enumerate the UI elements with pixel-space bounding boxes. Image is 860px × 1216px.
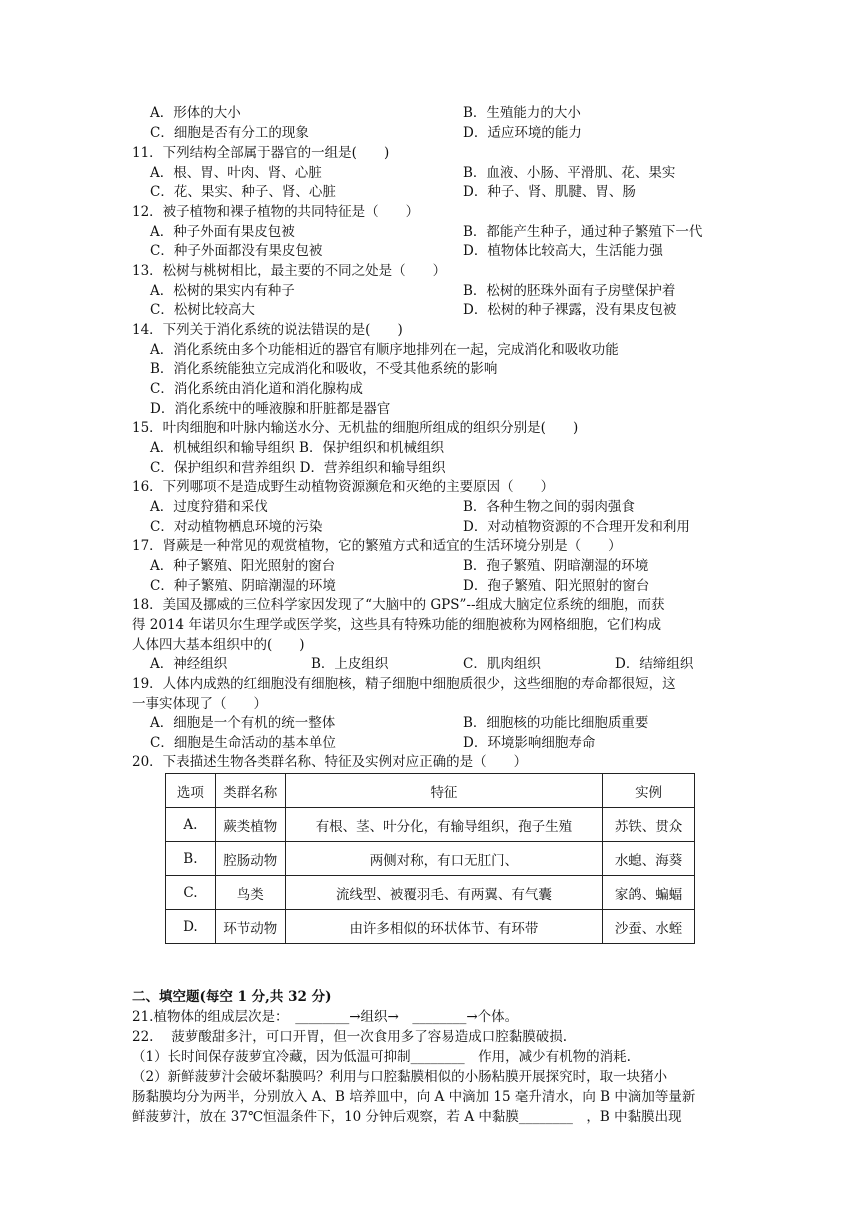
table-header-cell: 选项 bbox=[166, 774, 216, 808]
table-row bbox=[166, 808, 695, 842]
q17-option-a: A．种子繁殖、阳光照射的窗台 bbox=[150, 558, 336, 574]
q18-option-a: A．神经组织 bbox=[150, 656, 228, 672]
table-row bbox=[166, 910, 695, 944]
q18-option-b: B．上皮组织 bbox=[311, 656, 389, 672]
q22-stem: 22. 菠萝酸甜多汁，可口开胃，但一次食用多了容易造成口腔黏膜破损. bbox=[132, 1029, 568, 1045]
table-cell: C. bbox=[166, 876, 216, 910]
q10-option-a: A．形体的大小 bbox=[150, 105, 241, 121]
q15-stem: 15．叶肉细胞和叶脉内输送水分、无机盐的细胞所组成的组织分别是( ) bbox=[132, 420, 579, 436]
q18-stem-line3: 人体四大基本组织中的( ) bbox=[132, 637, 305, 653]
table-cell: 蕨类植物 bbox=[215, 808, 285, 842]
table-row bbox=[166, 876, 695, 910]
table-header-cell: 特征 bbox=[285, 774, 602, 808]
q14-stem: 14．下列关于消化系统的说法错误的是( ) bbox=[132, 322, 403, 338]
table-cell: 沙蚕、水蛭 bbox=[603, 910, 695, 944]
table-cell: 两侧对称，有口无肛门、 bbox=[285, 842, 602, 876]
q17-stem: 17．肾蕨是一种常见的观赏植物，它的繁殖方式和适宜的生活环境分别是（ ） bbox=[132, 538, 622, 554]
q15-options-ab: A．机械组织和输导组织 B．保护组织和机械组织 bbox=[150, 440, 444, 456]
q17-option-c: C．种子繁殖、阴暗潮湿的环境 bbox=[150, 578, 336, 594]
q10-option-d: D．适应环境的能力 bbox=[463, 125, 582, 141]
table-cell: 有根、茎、叶分化，有输导组织，孢子生殖 bbox=[285, 808, 602, 842]
q14-option-a: A．消化系统由多个功能相近的器官有顺序地排列在一起，完成消化和吸收功能 bbox=[150, 342, 619, 358]
q22-part1: （1）长时间保存菠萝宜冷藏，因为低温可抑制________ 作用，减少有机物的消耗. bbox=[132, 1049, 631, 1065]
q13-stem: 13．松树与桃树相比，最主要的不同之处是（ ） bbox=[132, 263, 447, 279]
q19-stem-line2: 一事实体现了（ ） bbox=[132, 696, 267, 712]
q10-option-b: B．生殖能力的大小 bbox=[463, 105, 581, 121]
q18-option-d: D．结缔组织 bbox=[615, 656, 694, 672]
q16-option-a: A．过度狩猎和采伐 bbox=[150, 499, 268, 515]
q14-option-c: C．消化系统由消化道和消化腺构成 bbox=[150, 381, 363, 397]
q22-part2-line1: （2）新鲜菠萝汁会破坏黏膜吗？利用与口腔黏膜相似的小肠粘膜开展探究时，取一块猪小 bbox=[132, 1069, 668, 1085]
q12-option-c: C．种子外面都没有果皮包被 bbox=[150, 243, 323, 259]
q12-stem: 12．被子植物和裸子植物的共同特征是（ ） bbox=[132, 204, 420, 220]
table-header-cell: 实例 bbox=[603, 774, 695, 808]
q16-option-b: B．各种生物之间的弱肉强食 bbox=[463, 499, 635, 515]
q19-option-b: B．细胞核的功能比细胞质重要 bbox=[463, 715, 649, 731]
q15-options-cd: C．保护组织和营养组织 D．营养组织和输导组织 bbox=[150, 460, 446, 476]
q19-option-a: A．细胞是一个有机的统一整体 bbox=[150, 715, 336, 731]
q11-option-b: B．血液、小肠、平滑肌、花、果实 bbox=[463, 165, 676, 181]
table-cell: D. bbox=[166, 910, 216, 944]
table-cell: A. bbox=[166, 808, 216, 842]
table-row bbox=[166, 842, 695, 876]
q16-option-d: D．对动植物资源的不合理开发和利用 bbox=[463, 519, 690, 535]
q12-option-d: D．植物体比较高大，生活能力强 bbox=[463, 243, 663, 259]
table-cell: 由许多相似的环状体节、有环带 bbox=[285, 910, 602, 944]
q16-stem: 16．下列哪项不是造成野生动植物资源濒危和灭绝的主要原因（ ） bbox=[132, 479, 555, 495]
q18-stem-line1: 18．美国及挪威的三位科学家因发现了“大脑中的 GPS”--组成大脑定位系统的细胞，而获 bbox=[132, 597, 665, 613]
q17-option-b: B．孢子繁殖、阴暗潮湿的环境 bbox=[463, 558, 649, 574]
table-cell: B. bbox=[166, 842, 216, 876]
q19-option-c: C．细胞是生命活动的基本单位 bbox=[150, 735, 336, 751]
q22-part2-line2: 肠黏膜均分为两半，分别放入 A、B 培养皿中，向 A 中滴加 15 毫升清水，向 B 中滴加等量新 bbox=[132, 1089, 696, 1105]
q13-option-b: B．松树的胚珠外面有子房壁保护着 bbox=[463, 283, 676, 299]
section-title: 二、填空题(每空 1 分,共 32 分) bbox=[132, 989, 332, 1005]
q14-option-d: D．消化系统中的唾液腺和肝脏都是器官 bbox=[150, 401, 391, 417]
table-cell: 流线型、被覆羽毛、有两翼、有气囊 bbox=[285, 876, 602, 910]
q22-part2-line3: 鲜菠萝汁，放在 37℃恒温条件下，10 分钟后观察，若 A 中黏膜________ ，B 中黏膜出现 bbox=[132, 1109, 682, 1125]
q14-option-b: B．消化系统能独立完成消化和吸收，不受其他系统的影响 bbox=[150, 361, 498, 377]
table-cell: 水螅、海葵 bbox=[603, 842, 695, 876]
q12-option-b: B．都能产生种子，通过种子繁殖下一代 bbox=[463, 224, 703, 240]
q11-option-c: C．花、果实、种子、肾、心脏 bbox=[150, 184, 336, 200]
q20-stem: 20．下表描述生物各类群名称、特征及实例对应正确的是（ ） bbox=[132, 754, 528, 770]
q13-option-c: C．松树比较高大 bbox=[150, 302, 255, 318]
table-cell: 苏铁、贯众 bbox=[603, 808, 695, 842]
q11-stem: 11．下列结构全部属于器官的一组是( ) bbox=[132, 145, 390, 161]
q11-option-d: D．种子、肾、肌腱、胃、肠 bbox=[463, 184, 636, 200]
q13-option-a: A．松树的果实内有种子 bbox=[150, 283, 295, 299]
q17-option-d: D．孢子繁殖、阳光照射的窗台 bbox=[463, 578, 650, 594]
q13-option-d: D．松树的种子裸露，没有果皮包被 bbox=[463, 302, 677, 318]
q21-text: 21.植物体的组成层次是： ________→组织→ ________→个体。 bbox=[132, 1009, 519, 1025]
q12-option-a: A．种子外面有果皮包被 bbox=[150, 224, 295, 240]
table-cell: 环节动物 bbox=[215, 910, 285, 944]
table-header-row bbox=[166, 774, 695, 808]
q11-option-a: A．根、胃、叶肉、肾、心脏 bbox=[150, 165, 322, 181]
q19-option-d: D．环境影响细胞寿命 bbox=[463, 735, 596, 751]
table-header-cell: 类群名称 bbox=[215, 774, 285, 808]
q18-option-c: C．肌肉组织 bbox=[463, 656, 541, 672]
q20-table bbox=[165, 773, 695, 944]
q18-stem-line2: 得 2014 年诺贝尔生理学或医学奖，这些具有特殊功能的细胞被称为网格细胞，它们构成 bbox=[132, 617, 661, 633]
table-cell: 腔肠动物 bbox=[215, 842, 285, 876]
q19-stem-line1: 19．人体内成熟的红细胞没有细胞核，精子细胞中细胞质很少，这些细胞的寿命都很短，这 bbox=[132, 676, 676, 692]
table-cell: 鸟类 bbox=[215, 876, 285, 910]
q16-option-c: C．对动植物栖息环境的污染 bbox=[150, 519, 323, 535]
table-cell: 家鸽、蝙蝠 bbox=[603, 876, 695, 910]
q10-option-c: C．细胞是否有分工的现象 bbox=[150, 125, 309, 141]
